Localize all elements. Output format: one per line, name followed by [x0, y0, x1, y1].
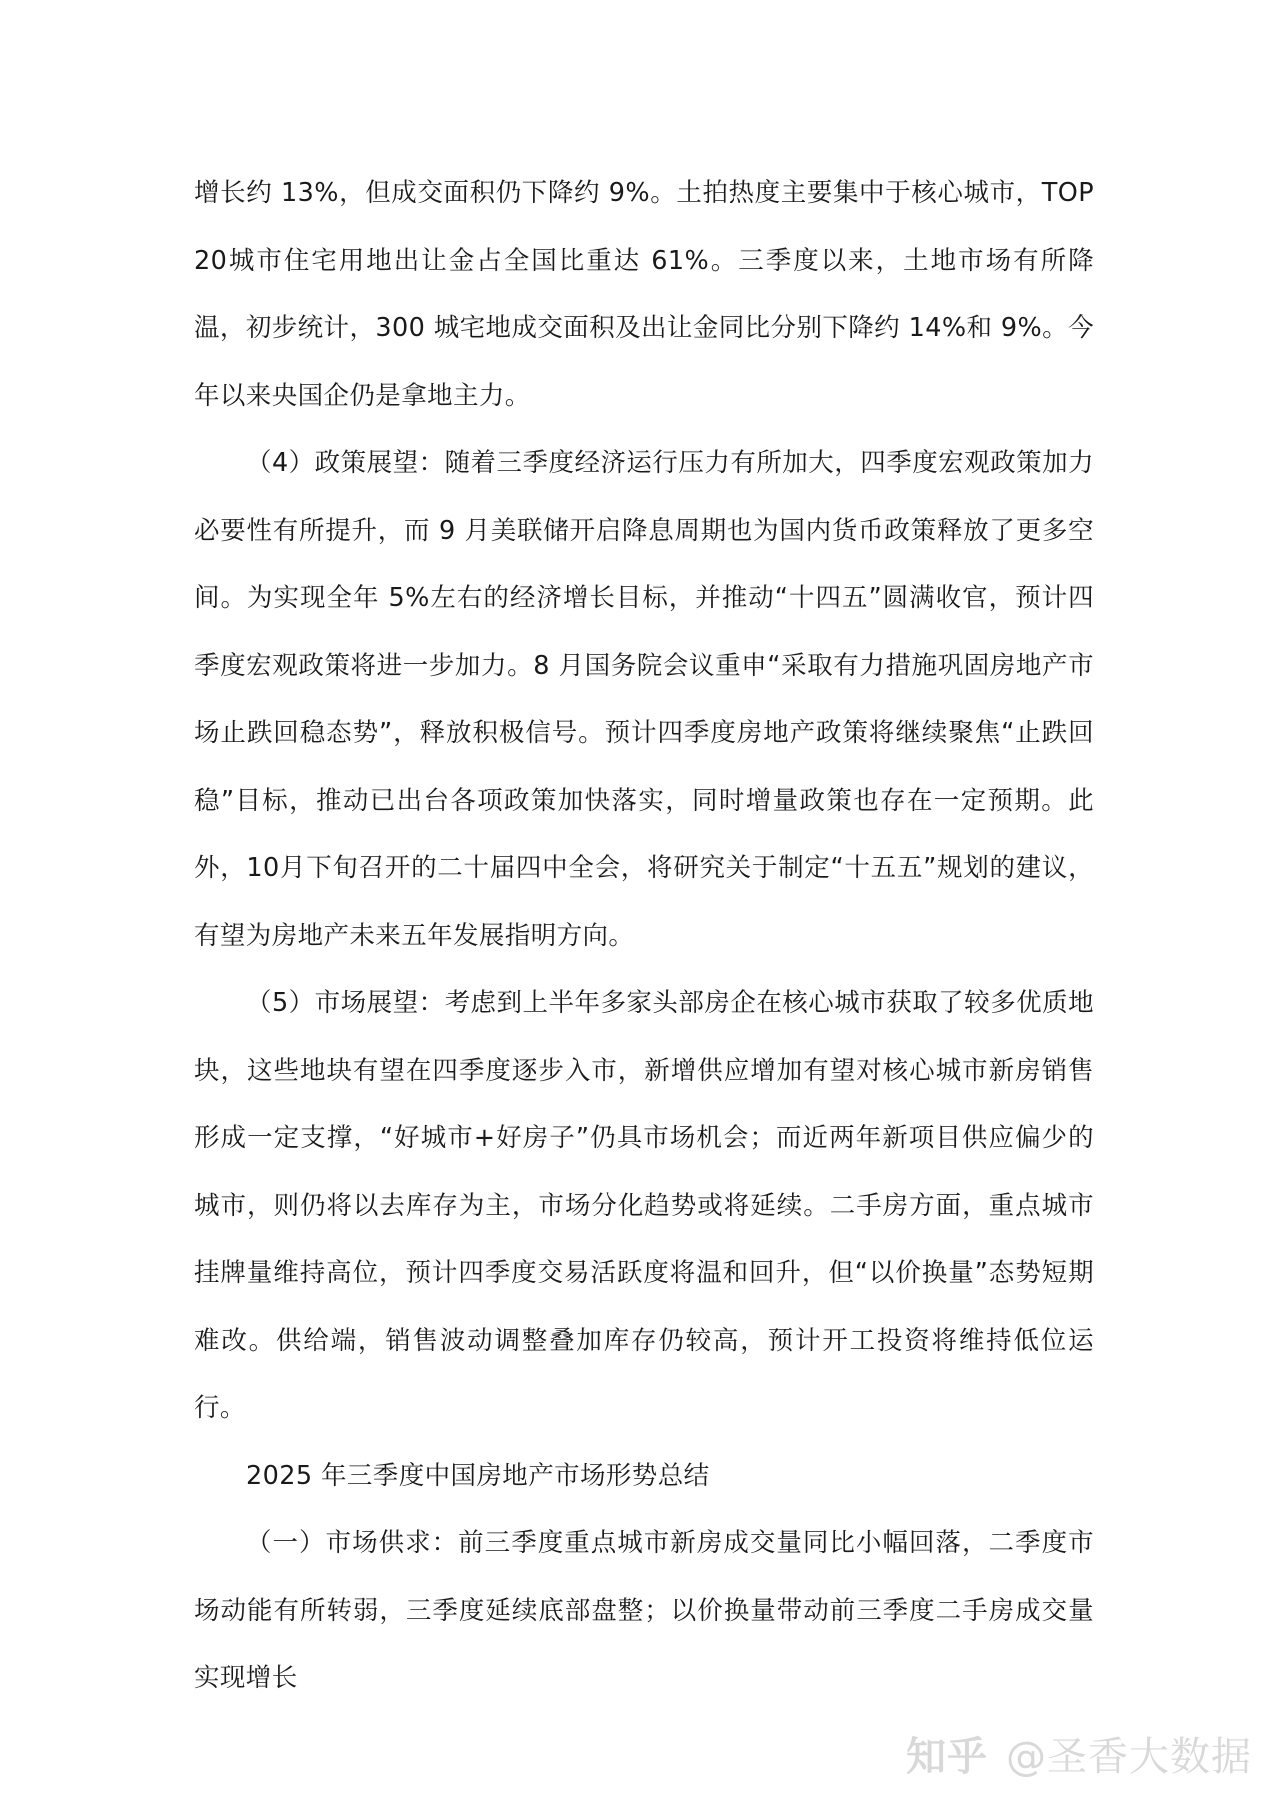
paragraph-policy-outlook: （4）政策展望：随着三季度经济运行压力有所加大，四季度宏观政策加力必要性有所提升，而 9 月美联储开启降息周期也为国内货币政策释放了更多空间。为实现全年 5%左右的经济增长目标，并推动“十四五”圆满收官，预计四季度宏观政策将进一步加力。8 月国务院会议重申“采取有力措施巩固房地产市场止跌回稳态势”，释放积极信号。预计四季度房地产政策将继续聚焦“止跌回稳”目标，推动已出台各项政策加快落实，同时增量政策也存在一定预期。此外，10月下旬召开的二十届四中全会，将研究关于制定“十五五”规划的建议，有望为房地产未来五年发展指明方向。	[194, 448, 1094, 951]
paragraph-market-supply-demand: （一）市场供求：前三季度重点城市新房成交量同比小幅回落，二季度市场动能有所转弱，三季度延续底部盘整；以价换量带动前三季度二手房成交量实现增长	[194, 1528, 1094, 1693]
document-body	[194, 160, 1094, 1713]
watermark-handle: @圣香大数据	[1006, 1734, 1252, 1780]
paragraph-land-market: 增长约 13%，但成交面积仍下降约 9%。土拍热度主要集中于核心城市，TOP20城市住宅用地出让金占全国比重达 61%。三季度以来，土地市场有所降温，初步统计，300 城宅地成交面积及出让金同比分别下降约 14%和 9%。今年以来央国企仍是拿地主力。	[194, 178, 1094, 411]
watermark-brand: 知乎	[906, 1734, 988, 1780]
section-title: 2025 年三季度中国房地产市场形势总结	[246, 1460, 710, 1491]
watermark	[906, 1725, 1252, 1782]
paragraph-market-outlook: （5）市场展望：考虑到上半年多家头部房企在核心城市获取了较多优质地块，这些地块有望在四季度逐步入市，新增供应增加有望对核心城市新房销售形成一定支撑，“好城市+好房子”仍具市场机会；而近两年新项目供应偏少的城市，则仍将以去库存为主，市场分化趋势或将延续。二手房方面，重点城市挂牌量维持高位，预计四季度交易活跃度将温和回升，但“以价换量”态势短期难改。供给端，销售波动调整叠加库存仍较高，预计开工投资将维持低位运行。	[194, 988, 1094, 1423]
